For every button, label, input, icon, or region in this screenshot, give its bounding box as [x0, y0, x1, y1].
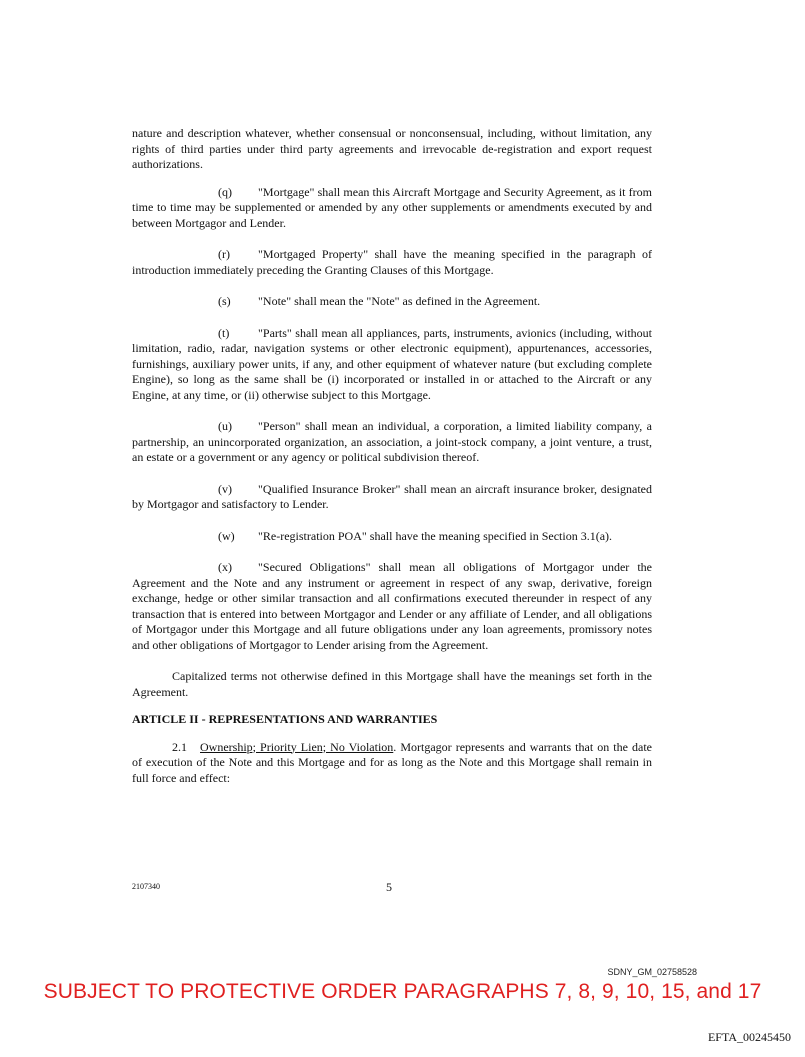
definition-v: [132, 482, 652, 513]
definition-text: "Note" shall mean the "Note" as defined in the Agreement.: [258, 294, 541, 308]
definition-text: "Re-registration POA" shall have the meaning specified in Section 3.1(a).: [258, 528, 613, 543]
article-heading: ARTICLE II - REPRESENTATIONS AND WARRANTIES: [132, 712, 438, 726]
definition-t: [132, 326, 652, 404]
definition-text: "Secured Obligations" shall mean all obligations of Mortgagor under the Agreement and the Note and any instrument or agreement in respect of any swap, derivative, foreign exchange, hedge or other similar transaction and all confirmations executed thereunder in respect of any transaction that is entered into between Mortgagor and Lender or any affiliate of Lender, and all obligations of Mortgagor under this Mortgage and all future obligations under any loan agreements, promissory notes and other obligations of Mortgagor to Lender arising from the Agreement.: [132, 560, 652, 652]
definition-letter: (u): [218, 419, 232, 433]
definition-q: [132, 185, 652, 232]
section-number: 2.1: [172, 739, 187, 754]
page-number: 5: [386, 880, 392, 894]
definition-text: "Mortgaged Property" shall have the meaning specified in the paragraph of introduction immediately preceding the Granting Clauses of this Mortgage.: [132, 247, 652, 277]
definition-text: "Qualified Insurance Broker" shall mean an aircraft insurance broker, designated by Mortgagor and satisfactory to Lender.: [132, 481, 652, 511]
definition-r: [132, 247, 652, 278]
protective-order-stamp: SUBJECT TO PROTECTIVE ORDER PARAGRAPHS 7, 8, 9, 10, 15, and 17: [43, 980, 762, 1003]
definition-letter: (x): [218, 560, 232, 574]
section-text: . Mortgagor represents and warrants that on the date of execution of the Note and this Mortgage and for as long as the Note and this Mortgage shall remain in full force and effect:: [132, 739, 652, 785]
continuation-paragraph: nature and description whatever, whether consensual or nonconsensual, including, without limitation, any rights of third parties under third party agreements and irrevocable de-registration and export request authorizations.: [132, 126, 652, 171]
definition-x: [132, 560, 652, 653]
definition-letter: (s): [218, 294, 231, 308]
bates-number: SDNY_GM_02758528: [607, 967, 697, 977]
definition-letter: (w): [218, 528, 235, 543]
section-title: Ownership; Priority Lien; No Violation: [200, 739, 394, 754]
definition-letter: (t): [218, 325, 230, 340]
definition-letter: (v): [218, 481, 232, 496]
document-body: [132, 126, 652, 798]
section-2-1: [132, 740, 652, 787]
capitalized-terms-paragraph: Capitalized terms not otherwise defined in this Mortgage shall have the meanings set forth in the Agreement.: [132, 669, 652, 699]
definition-u: [132, 419, 652, 466]
document-number: 2107340: [132, 882, 160, 891]
definition-letter: (q): [218, 184, 232, 199]
definition-letter: (r): [218, 247, 230, 261]
definition-text: "Person" shall mean an individual, a corporation, a limited liability company, a partnership, an unincorporated organization, an association, a joint-stock company, a joint venture, a trust, an estate or a government or any agency or political subdivision thereof.: [132, 419, 652, 464]
definition-w: [132, 529, 652, 545]
definition-text: "Mortgage" shall mean this Aircraft Mortgage and Security Agreement, as it from time to time may be supplemented or amended by any other supplements or amendments executed by and between Mortgagor and Lender.: [132, 184, 652, 230]
definition-s: [132, 294, 652, 310]
definition-text: "Parts" shall mean all appliances, parts, instruments, avionics (including, without limitation, radio, radar, navigation systems or other electronic equipment), appurtenances, accessories, furnishings, auxiliary power units, if any, and other equipment of whatever nature (but excluding complete Engine), so long as the same shall be (i) incorporated or installed in or attached to the Aircraft or any Engine, at any time, or (ii) otherwise subject to this Mortgage.: [132, 325, 652, 402]
efta-number: EFTA_00245450: [707, 1030, 791, 1044]
